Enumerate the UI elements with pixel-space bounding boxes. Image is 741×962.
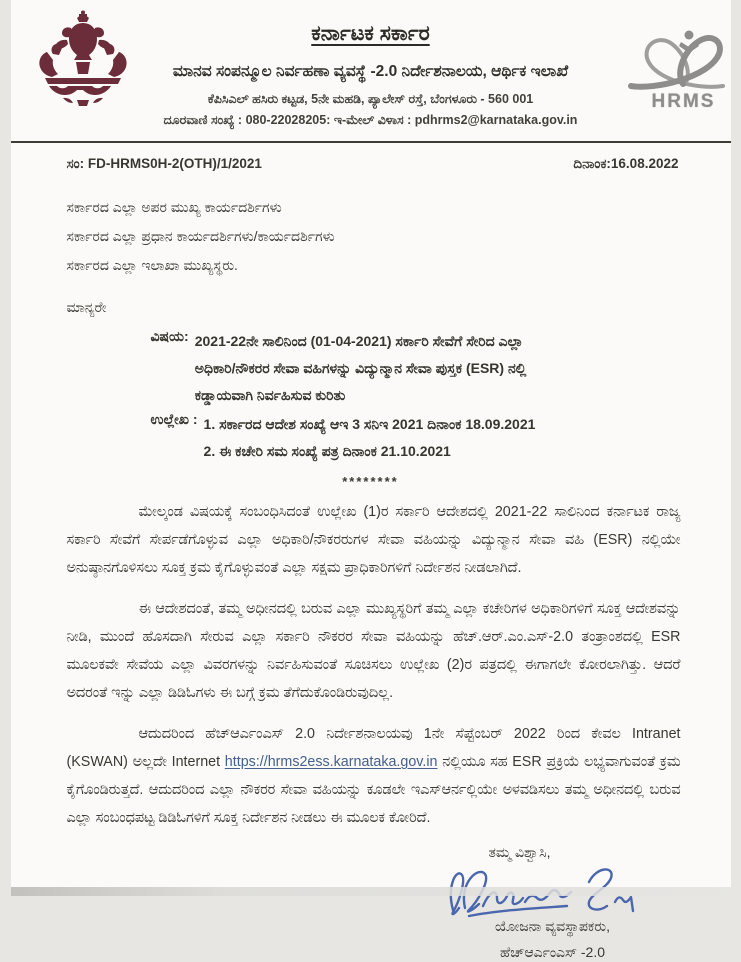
subject-text (195, 328, 631, 409)
valediction: ತಮ್ಮ ವಿಶ್ವಾಸಿ, (489, 844, 551, 861)
reference-row (151, 411, 631, 465)
signatory-designation: ಯೋಜನಾ ವ್ಯವಸ್ಥಾಪಕರು, (463, 918, 643, 935)
recipient-line: ಸರ್ಕಾರದ ಎಲ್ಲಾ ಪ್ರಧಾನ ಕಾರ್ಯದರ್ಶಿಗಳು/ಕಾರ್ಯದರ್ಶಿಗಳು (67, 222, 731, 251)
office-address: ಕೆಪಿಸಿಎಲ್ ಹಸಿರು ಕಟ್ಟಡ, 5ನೇ ಮಹಡಿ, ಪ್ಯಾಲೇಸ್ ರಸ್ತೆ, ಬೆಂಗಳೂರು - 560 001 (11, 92, 731, 107)
recipient-list (11, 193, 731, 280)
hrms-logo (623, 28, 741, 124)
letter-date: ದಿನಾಂಕ:16.08.2022 (573, 156, 678, 172)
paragraph-3-text-before-link: ಆದುದರಿಂದ ಹೆಚ್ಆರ್ಎಂಎಸ್ 2.0 ನಿರ್ದೇಶನಾಲಯವು 1ನೇ ಸೆಪ್ಟೆಂಬರ್ 2022 ರಿಂದ ಕೇವಲ Intranet (KSWAN) ಅಲ್ಲದೇ Internet (67, 726, 681, 770)
letter-page (11, 0, 731, 896)
subject-label: ವಿಷಯ: (151, 328, 195, 345)
reference-number: ಸಂ: FD-HRMS0H-2(OTH)/1/2021 (67, 156, 262, 172)
subject-row (151, 328, 631, 409)
reference-item: 2. ಈ ಕಚೇರಿ ಸಮ ಸಂಖ್ಯೆ ಪತ್ರ ದಿನಾಂಕ 21.10.2021 (204, 438, 631, 465)
subject-line: ಕಡ್ಡಾಯವಾಗಿ ನಿರ್ವಹಿಸುವ ಕುರಿತು (195, 382, 631, 409)
subject-line: ಅಧಿಕಾರಿ/ನೌಕರರ ಸೇವಾ ವಹಿಗಳನ್ನು ವಿದ್ಯುನ್ಮಾನ ಸೇವಾ ಪುಸ್ತಕ (ESR) ನಲ್ಲಿ (195, 355, 631, 382)
reference-label: ಉಲ್ಲೇಖ : (151, 411, 204, 428)
subject-block (151, 328, 631, 465)
hrms-ess-portal-link[interactable]: https://hrms2ess.karnataka.gov.in (225, 754, 438, 770)
body-paragraph-2: ಈ ಆದೇಶದಂತೆ, ತಮ್ಮ ಅಧೀನದಲ್ಲಿ ಬರುವ ಎಲ್ಲಾ ಮುಖ್ಯಸ್ಥರಿಗೆ ತಮ್ಮ ಎಲ್ಲಾ ಕಚೇರಿಗಳ ಅಧಿಕಾರಿಗಳಿಗೆ ಸೂಕ್ತ ಆದೇಶವನ್ನು ನೀಡಿ, ಮುಂದೆ ಹೊಸದಾಗಿ ಸೇರುವ ಎಲ್ಲಾ ಸರ್ಕಾರಿ ನೌಕರರ ಸೇವಾ ವಹಿಯನ್ನು ಹೆಚ್.ಆರ್.ಎಂ.ಎಸ್-2.0 ತಂತ್ರಾಂಶದಲ್ಲಿ ESR ಮೂಲಕವೇ ಸೇವೆಯ ಎಲ್ಲಾ ವಿವರಗಳನ್ನು ನಿರ್ವಹಿಸುವಂತೆ ಸೂಚಿಸಲು ಉಲ್ಲೇಖ (2)ರ ಪತ್ರದಲ್ಲಿ ಈಗಾಗಲೇ ಕೋರಲಾಗಿತ್ತು. ಆದರೆ ಅದರಂತೆ ಇನ್ನು ಎಲ್ಲಾ ಡಿಡಿಓಗಳು ಈ ಬಗ್ಗೆ ಕ್ರಮ ತೆಗೆದುಕೊಂಡಿರುವುದಿಲ್ಲ. (67, 595, 681, 707)
reference-item: 1. ಸರ್ಕಾರದ ಆದೇಶ ಸಂಖ್ಯೆ ಆಇ 3 ಸನಿಇ 2021 ದಿನಾಂಕ 18.09.2021 (204, 411, 631, 438)
paragraph-3-text-after-link: ನಲ್ಲಿಯೂ ಸಹ ESR ಪ್ರಕ್ರಿಯೆ ಲಭ್ಯವಾಗುವಂತೆ ಕ್ರಮ ಕೈಗೊಂಡಿರುತ್ತದೆ. ಆದುದರಿಂದ ಎಲ್ಲಾ ನೌಕರರ ಸೇವಾ ವಹಿಯನ್ನು ಕೂಡಲೇ ಇಎಸ್ಆರ್ನಲ್ಲಿಯೇ ಅಳವಡಿಸಲು ತಮ್ಮ ಅಧೀನದಲ್ಲಿ ಬರುವ ಎಲ್ಲಾ ಸಂಬಂಧಪಟ್ಟ ಡಿಡಿಓಗಳಿಗೆ ಸೂಕ್ತ ನಿರ್ದೇಶನ ನೀಡಲು ಈ ಮೂಲಕ ಕೋರಿದೆ. (67, 754, 681, 826)
karnataka-state-emblem-icon (33, 10, 133, 114)
hrms-logo-text: HRMS (623, 91, 741, 113)
directorate-subtitle: ಮಾನವ ಸಂಪನ್ಮೂಲ ನಿರ್ವಹಣಾ ವ್ಯವಸ್ಥೆ -2.0 ನಿರ್ದೇಶನಾಲಯ, ಆರ್ಥಿಕ ಇಲಾಖೆ (11, 63, 731, 81)
letterhead (11, 0, 731, 143)
government-title: ಕರ್ನಾಟಕ ಸರ್ಕಾರ (11, 22, 731, 46)
recipient-line: ಸರ್ಕಾರದ ಎಲ್ಲಾ ಇಲಾಖಾ ಮುಖ್ಯಸ್ಥರು. (67, 251, 731, 280)
body-paragraph-1: ಮೇಲ್ಕಂಡ ವಿಷಯಕ್ಕೆ ಸಂಬಂಧಿಸಿದಂತೆ ಉಲ್ಲೇಖ (1)ರ ಸರ್ಕಾರಿ ಆದೇಶದಲ್ಲಿ 2021-22 ಸಾಲಿನಿಂದ ಕರ್ನಾಟಕ ರಾಜ್ಯ ಸರ್ಕಾರಿ ಸೇವೆಗೆ ಸೇರ್ಪಡೆಗೊಳ್ಳುವ ಎಲ್ಲಾ ಅಧಿಕಾರಿ/ನೌಕರರುಗಳ ಸೇವಾ ವಹಿಯನ್ನು ವಿದ್ಯುನ್ಮಾನ ಸೇವಾ ವಹಿ (ESR) ನಲ್ಲಿಯೇ ಅನುಷ್ಠಾನಗೊಳಿಸಲು ಸೂಕ್ತ ಕ್ರಮ ಕೈಗೊಳ್ಳುವಂತೆ ಎಲ್ಲಾ ಸಕ್ಷಮ ಪ್ರಾಧಿಕಾರಿಗಳಿಗೆ ನಿರ್ದೇಶನ ನೀಡಲಾಗಿದೆ. (67, 498, 681, 582)
phone-email-line: ದೂರವಾಣಿ ಸಂಖ್ಯೆ : 080-22028205: ಇ-ಮೇಲ್ ವಿಳಾಸ : pdhrms2@karnataka.gov.in (11, 113, 731, 128)
signatory-organization: ಹೆಚ್ಆರ್ಎಂಎಸ್ -2.0 (463, 944, 643, 961)
salutation: ಮಾನ್ಯರೇ (11, 299, 731, 316)
closing-block (11, 832, 731, 962)
reference-items (204, 411, 631, 465)
subject-line: 2021-22ನೇ ಸಾಲಿನಿಂದ (01-04-2021) ಸರ್ಕಾರಿ ಸೇವೆಗೆ ಸೇರಿದ ಎಲ್ಲಾ (195, 328, 631, 355)
meta-row (11, 156, 731, 172)
star-separator: ******** (11, 474, 731, 489)
body-paragraph-3 (67, 720, 681, 832)
recipient-line: ಸರ್ಕಾರದ ಎಲ್ಲಾ ಅಪರ ಮುಖ್ಯ ಕಾರ್ಯದರ್ಶಿಗಳು (67, 193, 731, 222)
